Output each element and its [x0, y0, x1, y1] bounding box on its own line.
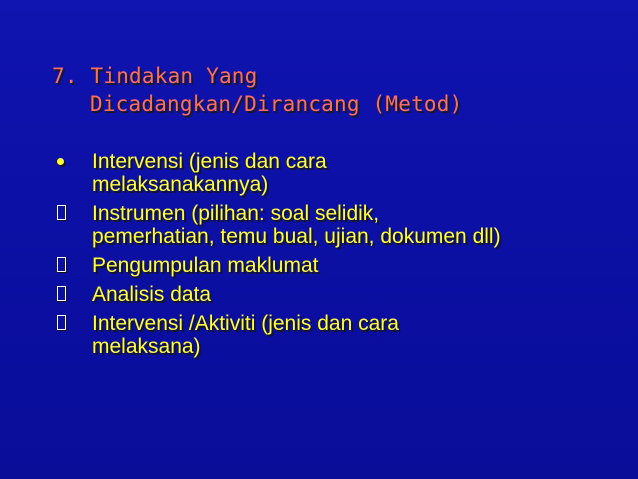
list-item-text: Intervensi (jenis dan cara melaksanakannya)	[92, 150, 327, 196]
list-item-text: Analisis data	[92, 283, 212, 306]
box-icon	[54, 312, 70, 335]
bullet-list	[40, 150, 625, 364]
box-icon	[54, 202, 70, 225]
list-item-text: Instrumen (pilihan: soal selidik, pemerhatian, temu bual, ujian, dokumen dll)	[92, 202, 501, 248]
slide-title-line-2: Dicadangkan/Dirancang (Metod)	[90, 92, 463, 116]
box-icon	[54, 254, 70, 277]
list-item	[40, 202, 625, 248]
list-item	[40, 312, 625, 358]
list-item	[40, 283, 625, 306]
list-item-text: Pengumpulan maklumat	[92, 254, 319, 277]
list-item	[40, 150, 625, 196]
slide-title	[52, 62, 622, 118]
box-icon	[54, 283, 70, 306]
list-item-text: Intervensi /Aktiviti (jenis dan cara melaksana)	[92, 312, 399, 358]
slide-title-line-1: 7. Tindakan Yang	[52, 64, 258, 88]
list-item	[40, 254, 625, 277]
dot-icon	[54, 150, 70, 173]
